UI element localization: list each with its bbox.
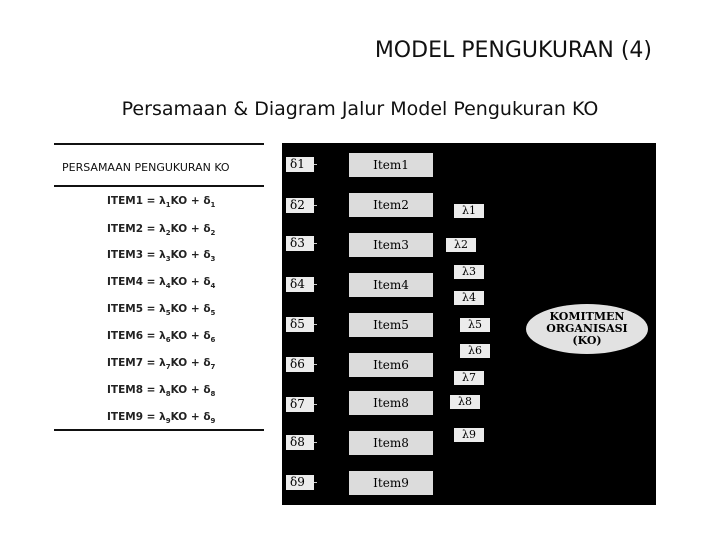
- loading-label-box: λ6: [460, 344, 490, 358]
- equation-lhs: ITEM9 = λ: [107, 411, 166, 423]
- latent-label-line1: KOMITMEN: [549, 310, 625, 323]
- error-term-box: δ9: [286, 475, 314, 490]
- equation-row: [107, 249, 215, 263]
- equation-j: 5: [210, 309, 216, 318]
- error-term-box: δ3: [286, 236, 314, 251]
- indicator-item-box: Item8: [349, 431, 433, 455]
- indicator-item-box: Item3: [349, 233, 433, 257]
- error-term-box: δ5: [286, 317, 314, 332]
- equation-mid: KO + δ: [170, 276, 211, 288]
- equation-mid: KO + δ: [170, 330, 211, 342]
- equation-j: 9: [210, 417, 216, 426]
- error-term-box: δ7: [286, 397, 314, 412]
- error-term-box: δ4: [286, 277, 314, 292]
- error-term-box: δ1: [286, 157, 314, 172]
- error-arrow-stub: [314, 205, 317, 206]
- loading-label-box: λ5: [460, 318, 490, 332]
- equation-i: 3: [165, 255, 171, 264]
- error-arrow-stub: [314, 364, 317, 365]
- equation-row: [107, 303, 215, 317]
- equation-lhs: ITEM1 = λ: [107, 195, 166, 207]
- equation-row: [107, 330, 215, 344]
- equation-lhs: ITEM3 = λ: [107, 249, 166, 261]
- equation-i: 2: [165, 229, 171, 238]
- equation-lhs: ITEM8 = λ: [107, 384, 166, 396]
- equation-heading: PERSAMAAN PENGUKURAN KO: [62, 161, 230, 174]
- equation-j: 4: [210, 282, 216, 291]
- indicator-item-box: Item4: [349, 273, 433, 297]
- slide-title: MODEL PENGUKURAN (4): [374, 38, 652, 63]
- equation-mid: KO + δ: [170, 411, 211, 423]
- error-arrow-stub: [314, 243, 317, 244]
- equation-row: [107, 411, 215, 425]
- equation-i: 6: [165, 336, 171, 345]
- equation-row: [107, 357, 215, 371]
- equation-row: [107, 384, 215, 398]
- equation-mid: KO + δ: [170, 195, 211, 207]
- equation-lhs: ITEM5 = λ: [107, 303, 166, 315]
- latent-construct-ellipse: [526, 304, 648, 354]
- error-term-box: δ8: [286, 435, 314, 450]
- latent-label-line3: (KO): [572, 334, 602, 347]
- equation-j: 8: [210, 390, 216, 399]
- indicator-item-box: Item2: [349, 193, 433, 217]
- loading-label-box: λ7: [454, 371, 484, 385]
- slide-subtitle: Persamaan & Diagram Jalur Model Pengukuran KO: [121, 98, 599, 120]
- equation-lhs: ITEM6 = λ: [107, 330, 166, 342]
- error-arrow-stub: [314, 324, 317, 325]
- equation-i: 1: [165, 201, 171, 210]
- indicator-item-box: Item1: [349, 153, 433, 177]
- top-rule: [54, 143, 264, 145]
- equation-i: 9: [165, 417, 171, 426]
- equation-row: [107, 276, 215, 290]
- equation-i: 5: [165, 309, 171, 318]
- loading-label-box: λ9: [454, 428, 484, 442]
- equation-row: [107, 195, 215, 209]
- error-arrow-stub: [314, 482, 317, 483]
- equation-row: [107, 223, 215, 237]
- loading-label-box: λ2: [446, 238, 476, 252]
- loading-label-box: λ1: [454, 204, 484, 218]
- error-arrow-stub: [314, 284, 317, 285]
- equation-j: 2: [210, 229, 216, 238]
- indicator-item-box: Item8: [349, 391, 433, 415]
- equation-mid: KO + δ: [170, 223, 211, 235]
- equation-lhs: ITEM4 = λ: [107, 276, 166, 288]
- error-term-box: δ2: [286, 198, 314, 213]
- equation-lhs: ITEM2 = λ: [107, 223, 166, 235]
- path-diagram: [282, 143, 656, 505]
- error-arrow-stub: [314, 442, 317, 443]
- equation-mid: KO + δ: [170, 357, 211, 369]
- loading-label-box: λ3: [454, 265, 484, 279]
- equation-j: 1: [210, 201, 216, 210]
- equation-mid: KO + δ: [170, 303, 211, 315]
- equation-j: 3: [210, 255, 216, 264]
- error-arrow-stub: [314, 404, 317, 405]
- bottom-rule: [54, 429, 264, 431]
- indicator-item-box: Item6: [349, 353, 433, 377]
- loading-label-box: λ4: [454, 291, 484, 305]
- indicator-item-box: Item5: [349, 313, 433, 337]
- equation-i: 4: [165, 282, 171, 291]
- loading-label-box: λ8: [450, 395, 480, 409]
- equation-mid: KO + δ: [170, 384, 211, 396]
- latent-label-line2: ORGANISASI: [546, 322, 628, 335]
- heading-rule: [54, 185, 264, 187]
- equation-j: 6: [210, 336, 216, 345]
- equation-i: 8: [165, 390, 171, 399]
- equation-j: 7: [210, 363, 216, 372]
- equation-mid: KO + δ: [170, 249, 211, 261]
- error-term-box: δ6: [286, 357, 314, 372]
- error-arrow-stub: [314, 164, 317, 165]
- equation-i: 7: [165, 363, 171, 372]
- indicator-item-box: Item9: [349, 471, 433, 495]
- equation-lhs: ITEM7 = λ: [107, 357, 166, 369]
